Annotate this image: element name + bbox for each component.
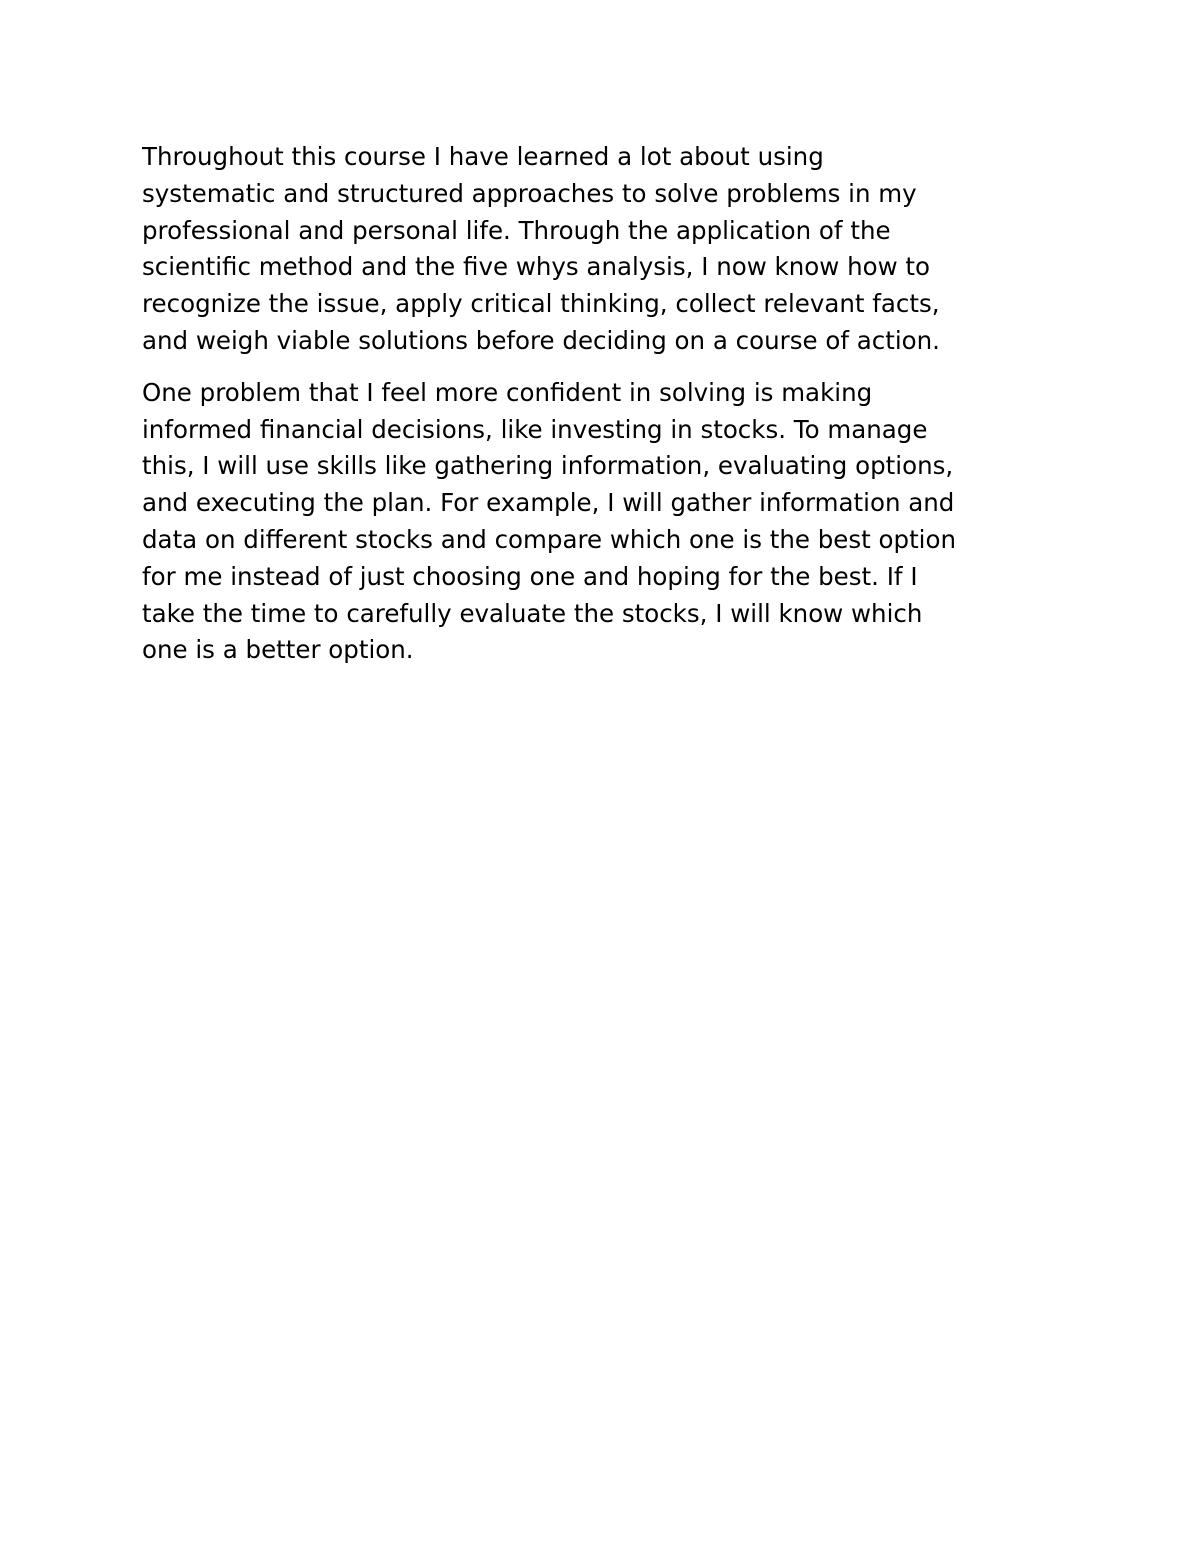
paragraph-line: data on different stocks and compare which one is the best option — [142, 524, 957, 554]
paragraph-line: for me instead of just choosing one and hoping for the best. If I — [142, 561, 918, 591]
paragraph-line: and weigh viable solutions before deciding on a course of action. — [142, 325, 940, 355]
paragraph-line: One problem that I feel more confident in solving is making — [142, 377, 873, 407]
paragraph-line: recognize the issue, apply critical thinking, collect relevant facts, — [142, 289, 940, 319]
paragraph-line: Throughout this course I have learned a lot about using — [142, 142, 824, 171]
paragraph-line: one is a better option. — [142, 635, 414, 665]
paragraph-line: informed financial decisions, like investing in stocks. To manage — [142, 414, 928, 444]
document-body — [142, 139, 1062, 669]
paragraph-line: and executing the plan. For example, I will gather information and — [142, 488, 955, 518]
paragraph-line: take the time to carefully evaluate the stocks, I will know which — [142, 598, 923, 628]
paragraph-line: this, I will use skills like gathering information, evaluating options, — [142, 451, 954, 481]
paragraph-line: professional and personal life. Through the application of the — [142, 215, 891, 245]
paragraph-line: scientific method and the five whys analysis, I now know how to — [142, 252, 931, 282]
paragraph-1 — [142, 139, 1062, 360]
paragraph-2 — [142, 375, 1062, 669]
paragraph-line: systematic and structured approaches to solve problems in my — [142, 178, 917, 208]
